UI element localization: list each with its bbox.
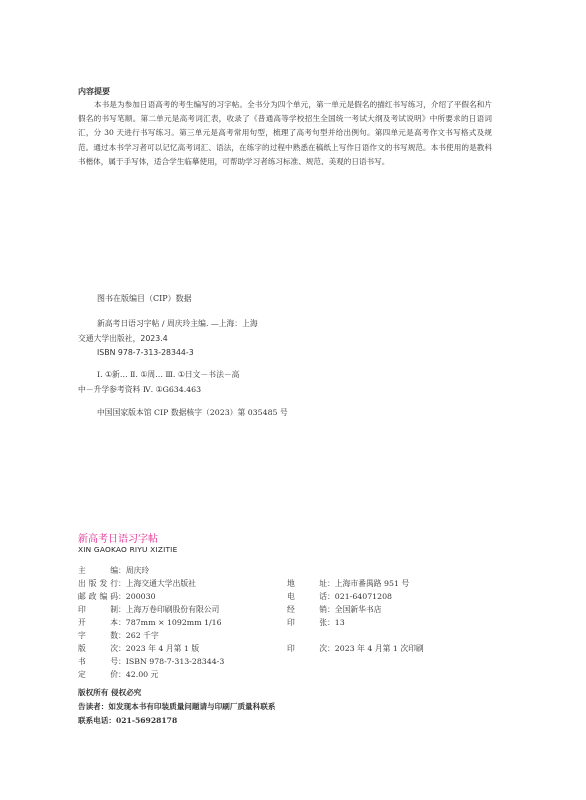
info-row: 字 数：262 千字 <box>78 630 159 642</box>
info-value: 上海万卷印刷股份有限公司 <box>125 605 220 614</box>
info-label: 印 张 <box>287 618 327 627</box>
info-value: 42.00 元 <box>125 670 159 679</box>
info-value: 上海市番禺路 951 号 <box>334 579 410 588</box>
info-row: 印 制：上海万卷印刷股份有限公司 <box>78 604 219 616</box>
info-label: 书 号 <box>78 657 118 666</box>
info-label: 经 销 <box>287 605 327 614</box>
cip-line: 新高考日语习字帖 / 周庆玲主编. —上海：上海 <box>97 319 258 328</box>
info-label: 印 次 <box>287 644 327 653</box>
info-row: 版 次：2023 年 4 月第 1 版 <box>78 643 199 655</box>
info-row: 邮政编码：200030 <box>78 591 156 603</box>
book-title: 新高考日语习字帖 <box>78 534 158 545</box>
info-label: 开 本 <box>78 618 118 627</box>
info-label: 地 址 <box>287 579 327 588</box>
cip-line: ISBN 978-7-313-28344-3 <box>97 348 194 357</box>
contact-phone: 联系电话：021-56928178 <box>78 716 178 725</box>
cip-line: 中国国家版本馆 CIP 数据核字（2023）第 035485 号 <box>97 408 288 417</box>
info-row: 印 张：13 <box>287 617 345 629</box>
info-value: 2023 年 4 月第 1 版 <box>125 644 200 653</box>
info-label: 版 次 <box>78 644 118 653</box>
info-row: 印 次：2023 年 4 月第 1 次印刷 <box>287 643 424 655</box>
info-value: 13 <box>334 618 345 627</box>
info-row: 主 编：周庆玲 <box>78 565 149 577</box>
info-value: 787mm × 1092mm 1/16 <box>125 618 222 627</box>
book-pinyin: XIN GAOKAO RIYU XIZITIE <box>78 545 178 554</box>
info-label: 电 话 <box>287 592 327 601</box>
info-row: 出版发行：上海交通大学出版社 <box>78 578 196 590</box>
info-row: 开 本：787mm × 1092mm 1/16 <box>78 617 222 629</box>
info-row: 书 号：ISBN 978-7-313-28344-3 <box>78 656 224 668</box>
info-value: ISBN 978-7-313-28344-3 <box>125 657 225 666</box>
info-row: 电 话：021-64071208 <box>287 591 392 603</box>
info-value: 2023 年 4 月第 1 次印刷 <box>334 644 424 653</box>
info-value: 262 千字 <box>125 631 159 640</box>
info-label: 出版发行 <box>78 579 118 588</box>
cip-heading: 图书在版编目（CIP）数据 <box>97 294 192 303</box>
cip-line: Ⅰ. ①新… Ⅱ. ①周… Ⅲ. ①日文－书法－高 <box>97 370 240 379</box>
cip-line: 交通大学出版社，2023.4 <box>78 334 168 343</box>
reader-notice: 告读者：如发现本书有印装质量问题请与印刷厂质量科联系 <box>78 702 276 711</box>
summary-heading: 内容提要 <box>78 86 110 96</box>
summary-body: 本书是为参加日语高考的考生编写的习字帖。全书分为四个单元，第一单元是假名的描红书写练习，介绍了平假名和片假名的书写笔顺。第二单元是高考词汇表，收录了《普通高等学校招生全国统一考试大纲及考试说明》中所要求的日语词汇，分 30 天进行书写练习。第三单元是高考常用句型，梳理了高考句型并给出例句。第四单元是高考作文书写格式及规范。通过本书学习者可以记忆高考词汇、语法，在练字的过程中熟悉在稿纸上写作日语作文的书写规范。本书使用的是教科书楷体，属于手写体，适合学生临摹使用，可帮助学习者练习标准、规范、美观的日语书写。 <box>78 100 492 166</box>
info-row: 地 址：上海市番禺路 951 号 <box>287 578 409 590</box>
info-label: 定 价 <box>78 670 118 679</box>
info-label: 印 制 <box>78 605 118 614</box>
info-label: 邮政编码 <box>78 592 118 601</box>
info-label: 主 编 <box>78 566 118 575</box>
info-value: 上海交通大学出版社 <box>125 579 196 588</box>
info-row: 定 价：42.00 元 <box>78 669 158 681</box>
info-value: 周庆玲 <box>125 566 150 575</box>
info-value: 200030 <box>125 592 156 601</box>
cip-line: 中－升学参考资料 Ⅳ. ①G634.463 <box>78 385 202 394</box>
info-row: 经 销：全国新华书店 <box>287 604 382 616</box>
info-label: 字 数 <box>78 631 118 640</box>
copyright-notice: 版权所有 侵权必究 <box>78 688 142 697</box>
info-value: 全国新华书店 <box>334 605 382 614</box>
info-value: 021-64071208 <box>334 592 392 601</box>
